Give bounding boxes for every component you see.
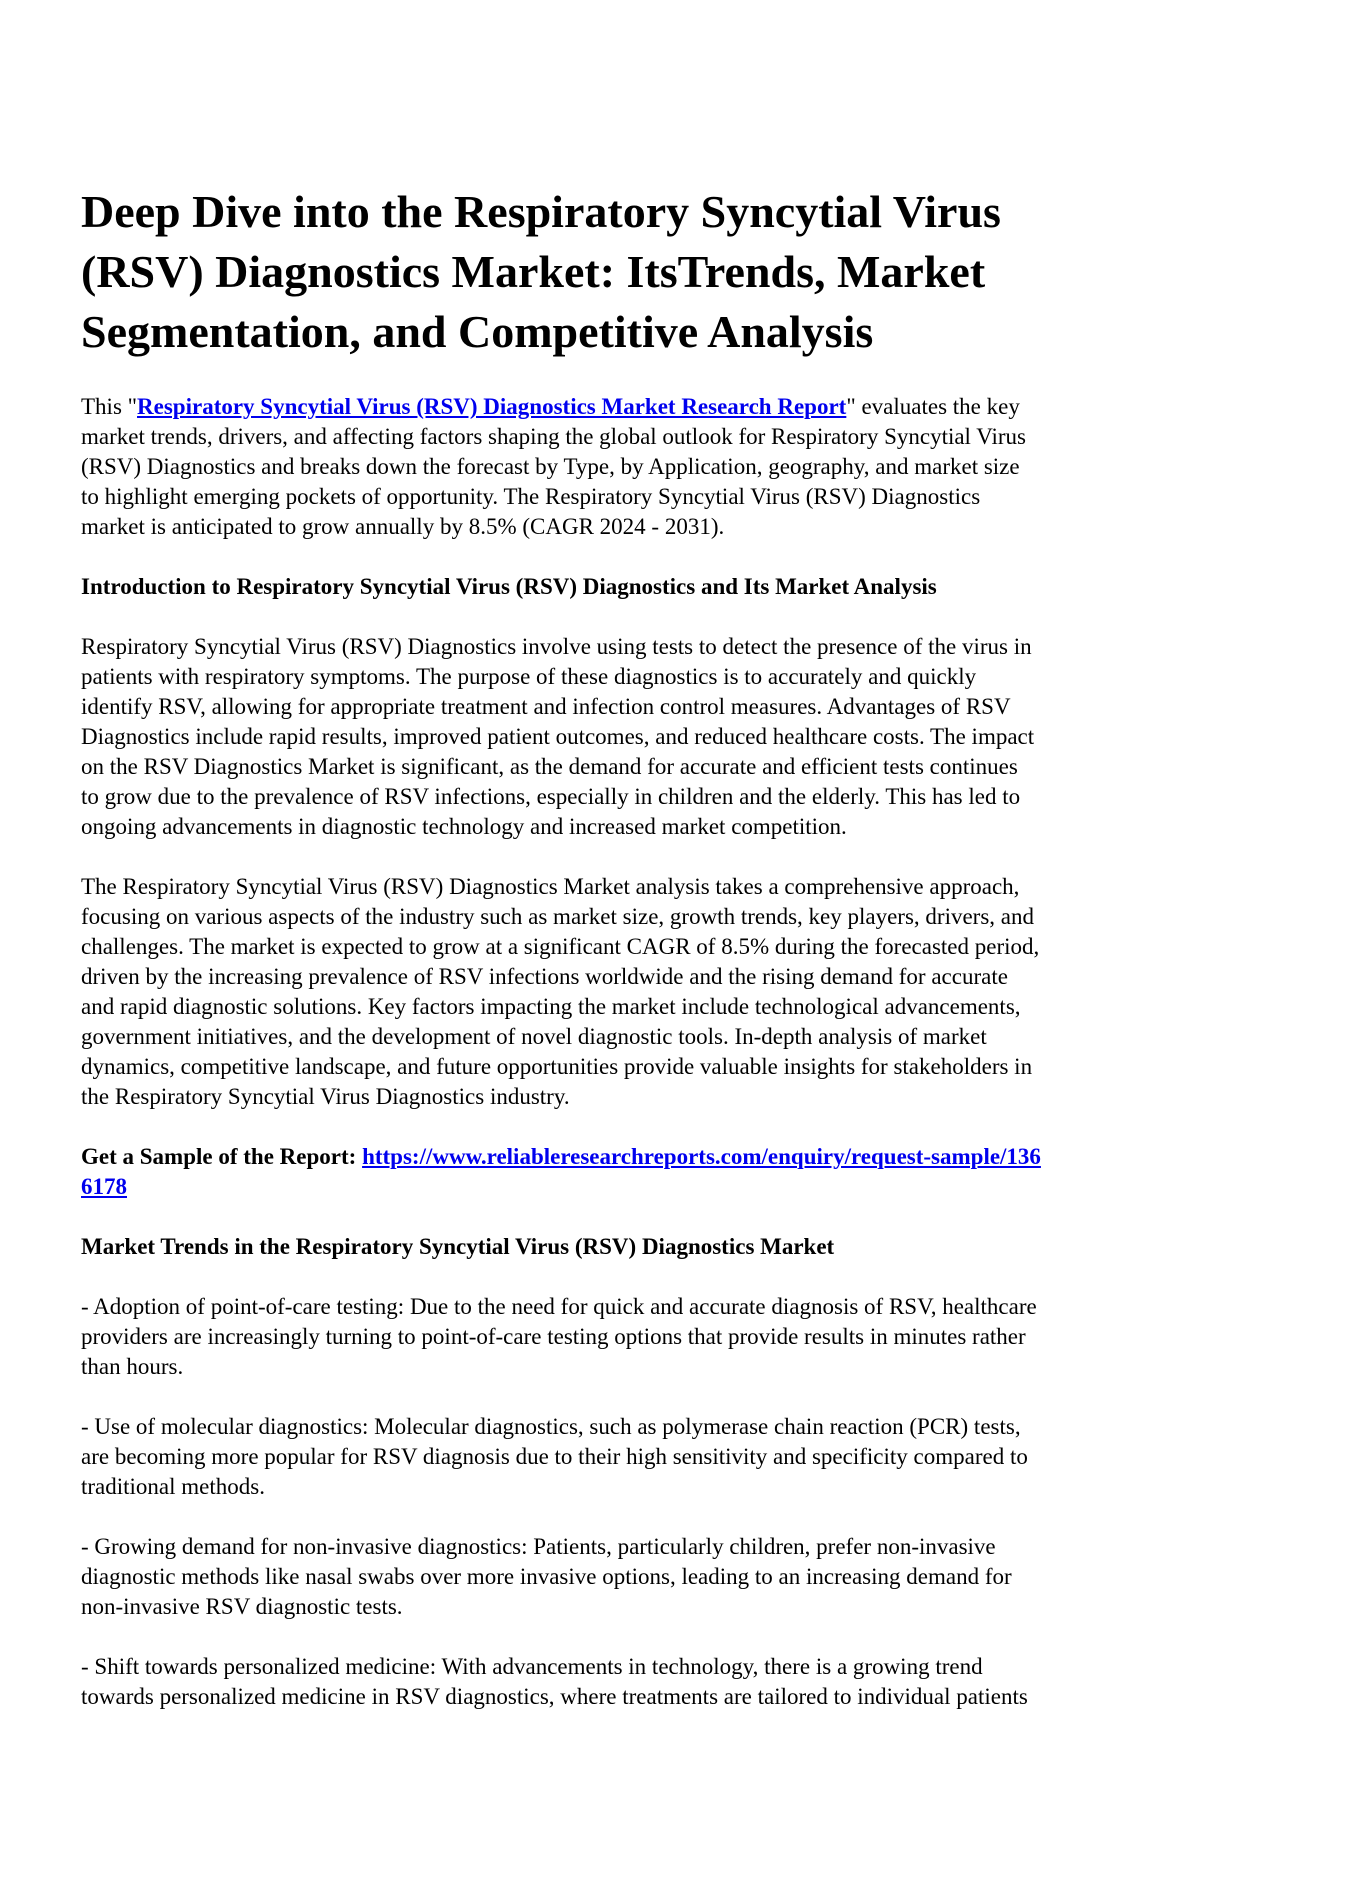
intro-prefix: This " bbox=[81, 394, 138, 419]
trend-item-personalized-medicine: - Shift towards personalized medicine: With advancements in technology, there is a growing trend towards personalized medicine in RSV diagnostics, where treatments are tailored to individual patients bbox=[81, 1654, 1028, 1709]
sample-request-label: Get a Sample of the Report: bbox=[81, 1144, 363, 1169]
trend-item-molecular-diagnostics: - Use of molecular diagnostics: Molecular diagnostics, such as polymerase chain reaction (PCR) tests, are becoming more popular for RSV diagnosis due to their high sensitivity and specificity compared to traditional methods. bbox=[81, 1414, 1028, 1499]
document-page bbox=[81, 182, 1041, 1742]
trend-item-point-of-care: - Adoption of point-of-care testing: Due to the need for quick and accurate diagnosis of RSV, healthcare providers are increasingly turning to point-of-care testing options that provide results in minutes rather than hours. bbox=[81, 1294, 1037, 1379]
sample-request-line bbox=[81, 1142, 1041, 1202]
report-link[interactable]: Respiratory Syncytial Virus (RSV) Diagnostics Market Research Report bbox=[137, 394, 847, 419]
intro-suffix: " evaluates the key market trends, drivers, and affecting factors shaping the global outlook for Respiratory Syncytial Virus (RSV) Diagnostics and breaks down the forecast by Type, by Application, geography, and market size to highlight emerging pockets of opportunity. The Respiratory Syncytial Virus (RSV) Diagnostics market is anticipated to grow annually by 8.5% (CAGR 2024 - 2031). bbox=[81, 394, 1027, 539]
trend-item-non-invasive: - Growing demand for non-invasive diagnostics: Patients, particularly children, prefer non-invasive diagnostic methods like nasal swabs over more invasive options, leading to an increasing demand for non-invasive RSV diagnostic tests. bbox=[81, 1534, 1012, 1619]
analysis-paragraph-1: Respiratory Syncytial Virus (RSV) Diagnostics involve using tests to detect the presence of the virus in patients with respiratory symptoms. The purpose of these diagnostics is to accurately and quickly identify RSV, allowing for appropriate treatment and infection control measures. Advantages of RSV Diagnostics include rapid results, improved patient outcomes, and reduced healthcare costs. The impact on the RSV Diagnostics Market is significant, as the demand for accurate and efficient tests continues to grow due to the prevalence of RSV infections, especially in children and the elderly. This has led to ongoing advancements in diagnostic technology and increased market competition. bbox=[81, 634, 1035, 839]
intro-paragraph bbox=[81, 392, 1041, 542]
section-heading-market-trends: Market Trends in the Respiratory Syncytial Virus (RSV) Diagnostics Market bbox=[81, 1234, 835, 1259]
section-heading-introduction: Introduction to Respiratory Syncytial Virus (RSV) Diagnostics and Its Market Analysis bbox=[81, 574, 937, 599]
page-title: Deep Dive into the Respiratory Syncytial Virus (RSV) Diagnostics Market: ItsTrends, Market Segmentation, and Competitive Analysis bbox=[81, 186, 1001, 357]
sample-request-link[interactable]: https://www.reliableresearchreports.com/enquiry/request-sample/1366178 bbox=[81, 1144, 1041, 1199]
analysis-paragraph-2: The Respiratory Syncytial Virus (RSV) Diagnostics Market analysis takes a comprehensive approach, focusing on various aspects of the industry such as market size, growth trends, key players, drivers, and challenges. The market is expected to grow at a significant CAGR of 8.5% during the forecasted period, driven by the increasing prevalence of RSV infections worldwide and the rising demand for accurate and rapid diagnostic solutions. Key factors impacting the market include technological advancements, government initiatives, and the development of novel diagnostic tools. In-depth analysis of market dynamics, competitive landscape, and future opportunities provide valuable insights for stakeholders in the Respiratory Syncytial Virus Diagnostics industry. bbox=[81, 874, 1040, 1109]
